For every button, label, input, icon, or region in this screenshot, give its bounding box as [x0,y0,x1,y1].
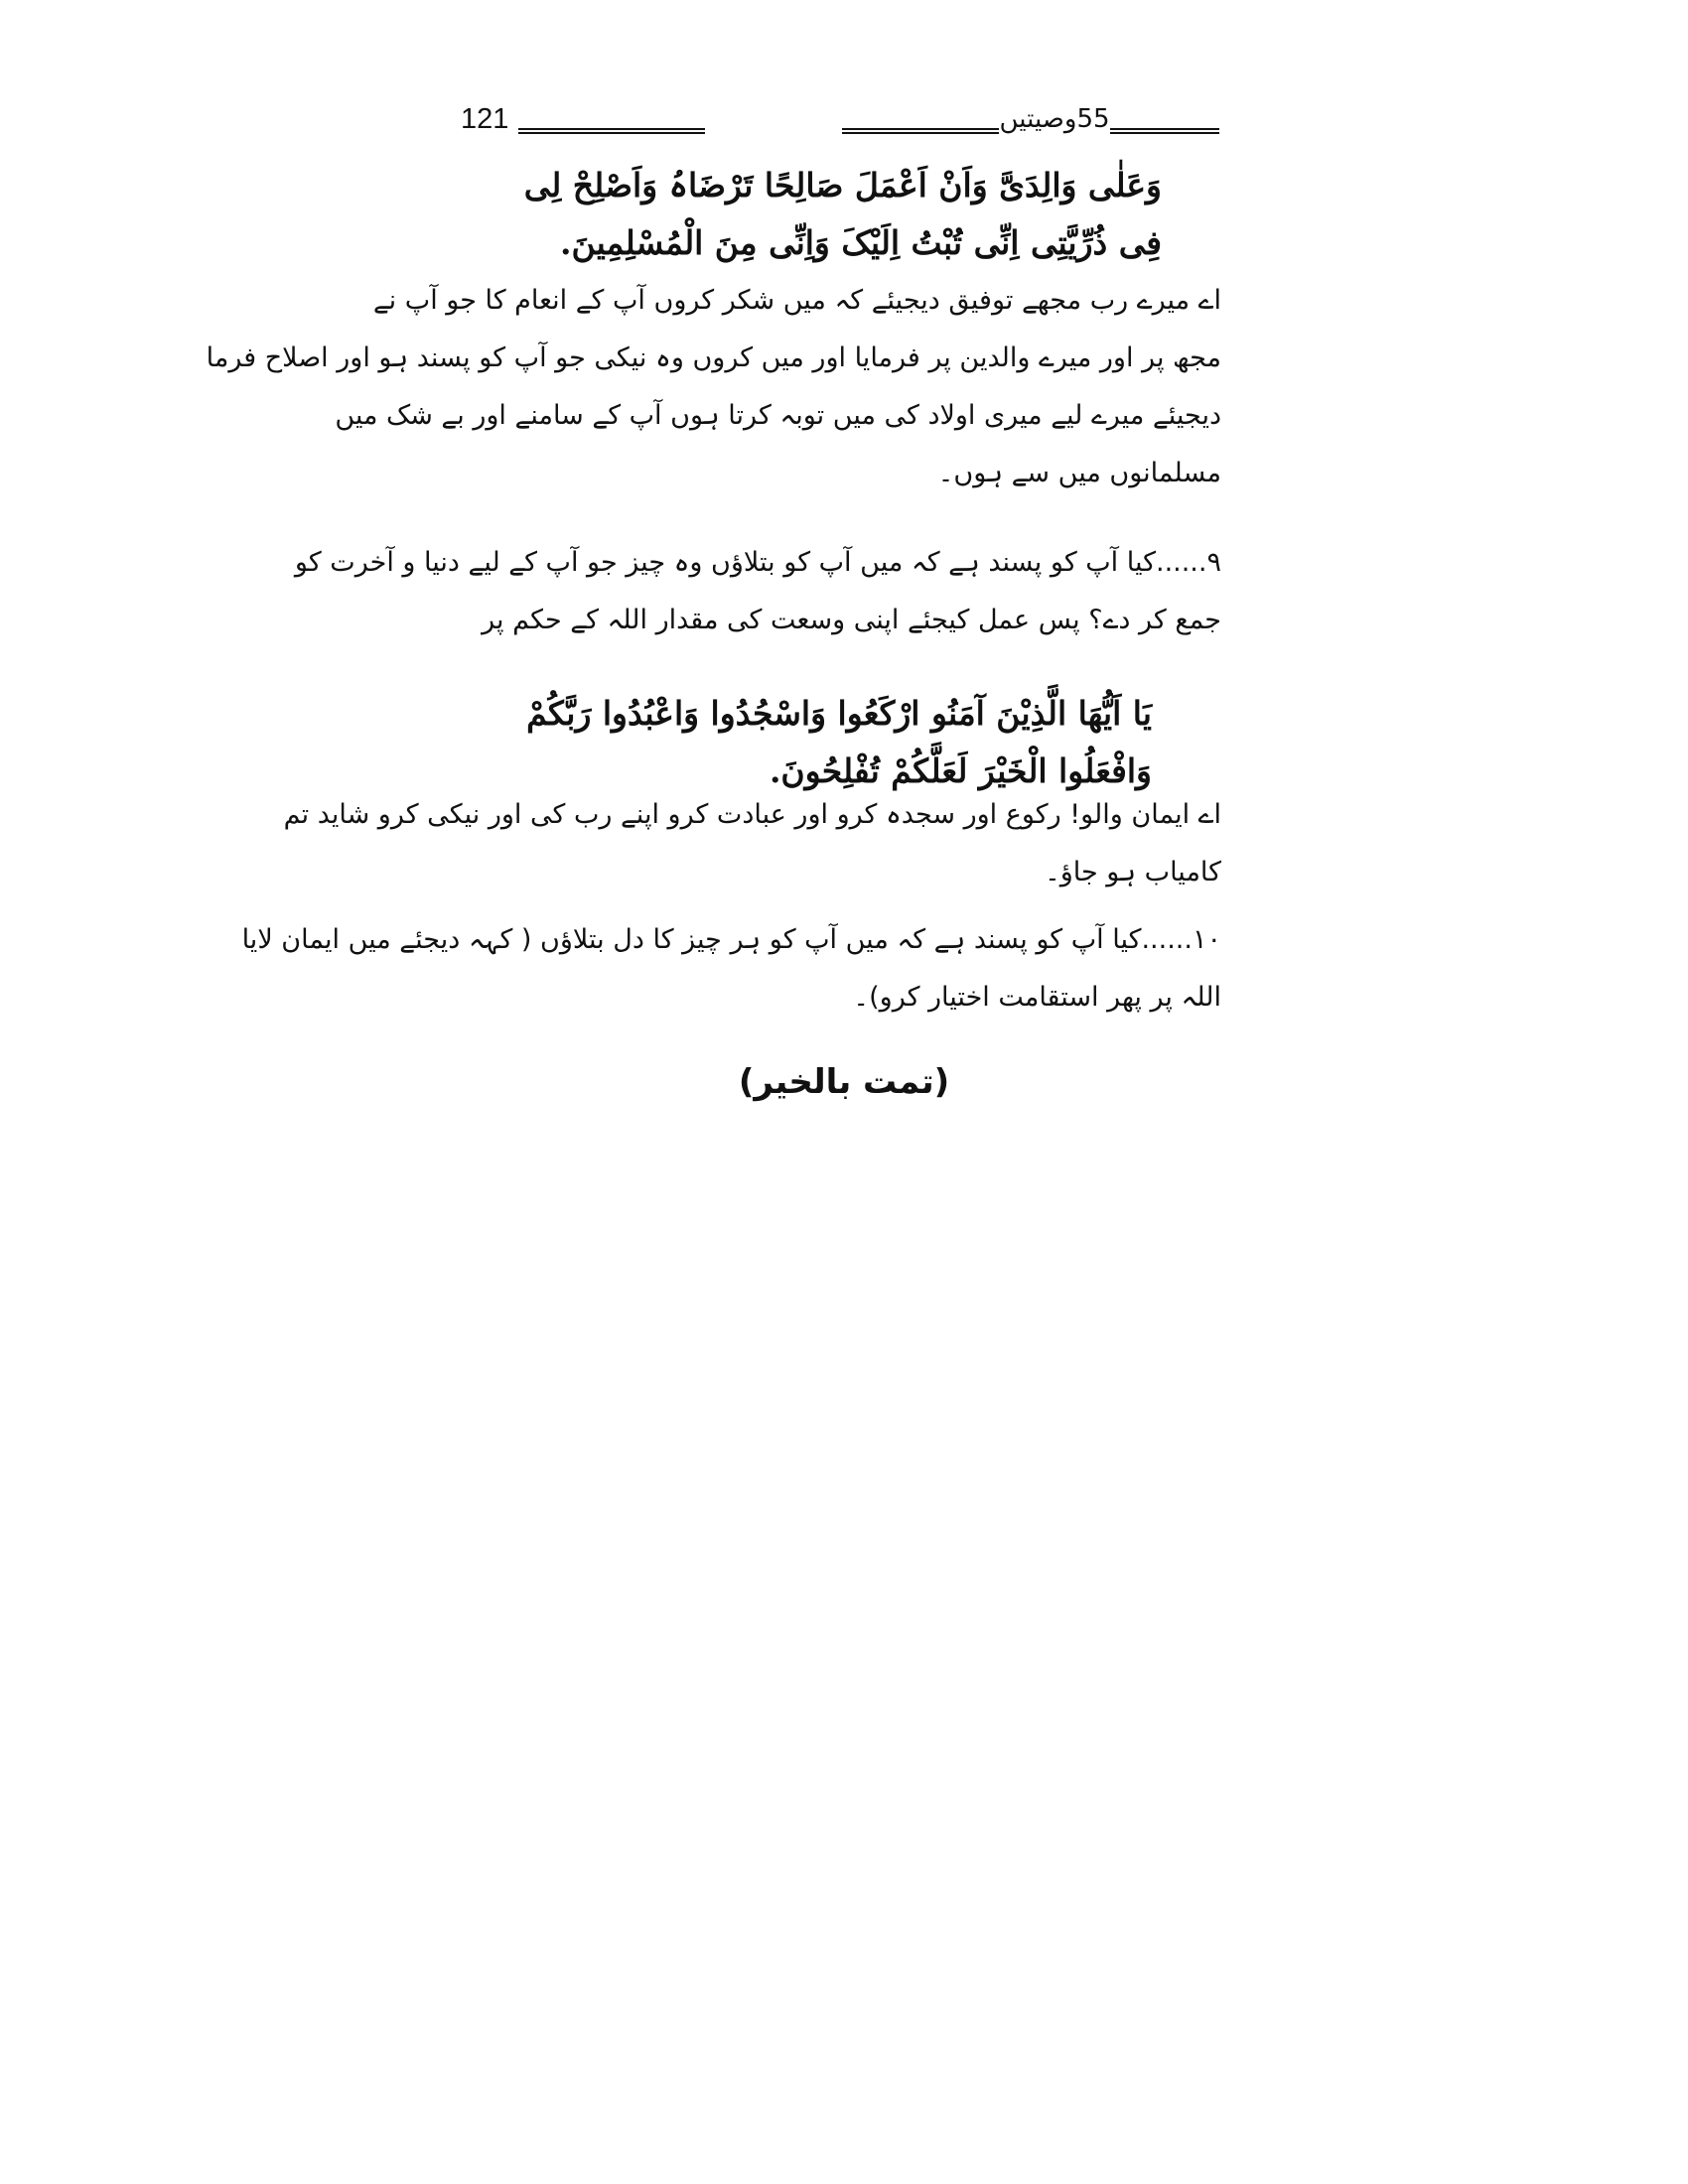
quran-verse-2 [467,685,1152,800]
page-number: 121 [461,103,509,135]
verse-line: وَافْعَلُوا الْخَیْرَ لَعَلَّکُمْ تُفْلِحُونَ. [769,751,1152,790]
text-line: ۱۰......کیا آپ کو پسند ہے کہ میں آپ کو ہر چیز کا دل بتلاؤں ( کہہ دیجئے میں ایمان لایا [241,924,1221,955]
text-line: اللہ پر پھر استقامت اختیار کرو)۔ [853,982,1221,1013]
text-line: مجھ پر اور میرے والدین پر فرمایا اور میں کروں وہ نیکی جو آپ کو پسند ہو اور اصلاح فرما [206,342,1221,373]
running-header [457,103,1221,139]
closing-line: (تمت بالخیر) [738,1062,950,1102]
text-line: مسلمانوں میں سے ہوں۔ [937,458,1221,488]
quran-verse-1 [467,157,1162,272]
translation-1 [206,272,1221,502]
text-line: اے میرے رب مجھے توفیق دیجیئے کہ میں شکر کروں آپ کے انعام کا جو آپ نے [372,285,1221,316]
header-rule-left [518,128,705,134]
item-10 [241,911,1221,1026]
verse-line: یَا اَیُّهَا الَّذِیْنَ آمَنُو ارْکَعُوا وَاسْجُدُوا وَاعْبُدُوا رَبَّکُمْ [526,694,1152,733]
verse-line: وَعَلٰی وَالِدَیَّ وَاَنْ اَعْمَلَ صَالِحًا تَرْضَاہُ وَاَصْلِحْ لِی [523,166,1162,205]
text-line: دیجیئے میرے لیے میری اولاد کی میں توبہ کرتا ہوں آپ کے سامنے اور بے شک میں [335,400,1221,431]
text-line: جمع کر دے؟ پس عمل کیجئے اپنی وسعت کی مقدار اللہ کے حکم پر [482,605,1221,635]
text-line: کامیاب ہو جاؤ۔ [1044,857,1221,887]
verse-line: فِی ذُرِّیَّتِی اِنِّی تُبْتُ اِلَیْکَ وَاِنِّی مِنَ الْمُسْلِمِینَ. [559,223,1162,262]
header-rule-right [1110,128,1219,134]
translation-2 [283,786,1221,901]
book-title: 55وصیتیں [999,104,1110,134]
text-line: ۹......کیا آپ کو پسند ہے کہ میں آپ کو بتلاؤں وہ چیز جو آپ کے لیے دنیا و آخرت کو [294,547,1221,578]
text-line: اے ایمان والو! رکوع اور سجدہ کرو اور عبادت کرو اپنے رب کی اور نیکی کرو شاید تم [283,799,1221,830]
item-9 [294,534,1221,649]
header-rule-middle [842,128,999,134]
